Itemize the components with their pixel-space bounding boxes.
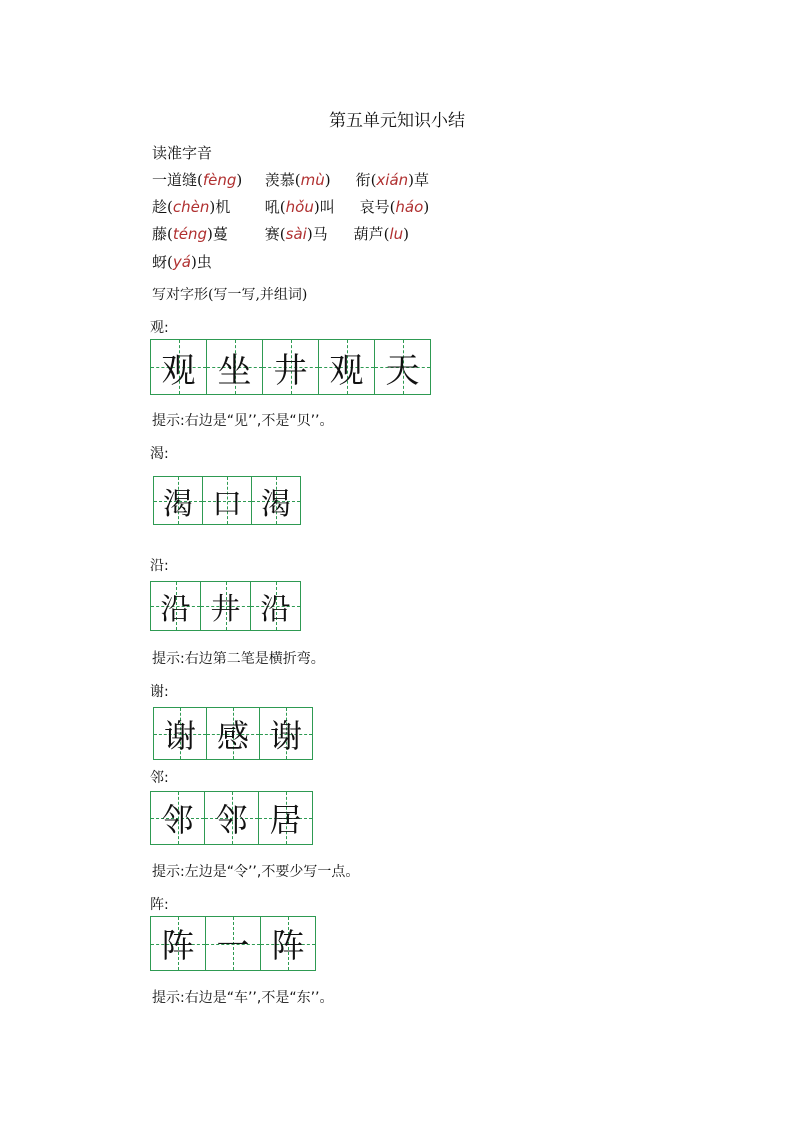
reading-item: 蚜(yá)虫 bbox=[152, 253, 212, 271]
char-grid-row bbox=[150, 339, 431, 395]
group-label: 沿: bbox=[150, 558, 169, 574]
reading-heading: 读准字音 bbox=[152, 144, 213, 162]
reading-row-3 bbox=[152, 223, 409, 244]
char-cell: 邻 bbox=[205, 791, 259, 845]
page-title: 第五单元知识小结 bbox=[329, 111, 465, 131]
char-grid-row bbox=[150, 581, 301, 631]
hint-text: 提示:左边是“令’’,不要少写一点。 bbox=[152, 864, 360, 880]
char-cell: 井 bbox=[263, 339, 319, 395]
reading-row-2 bbox=[152, 196, 429, 217]
char-cell: 口 bbox=[203, 476, 252, 525]
reading-item: 赛(sài)马 bbox=[264, 225, 328, 243]
char-cell: 天 bbox=[375, 339, 431, 395]
char-grid-row bbox=[153, 476, 301, 525]
group-label: 渴: bbox=[150, 446, 169, 462]
reading-item: 羡慕(mù) bbox=[264, 171, 331, 189]
reading-item: 藤(téng)蔓 bbox=[152, 225, 228, 243]
group-label: 邻: bbox=[150, 770, 169, 786]
char-cell: 谢 bbox=[154, 707, 207, 760]
writing-heading: 写对字形(写一写,并组词) bbox=[152, 287, 308, 303]
char-cell: 观 bbox=[319, 339, 375, 395]
char-cell: 感 bbox=[207, 707, 260, 760]
char-cell: 一 bbox=[206, 916, 261, 971]
reading-item: 哀号(háo) bbox=[359, 198, 430, 216]
char-cell: 邻 bbox=[151, 791, 205, 845]
group-label: 观: bbox=[150, 320, 169, 336]
char-cell: 渴 bbox=[252, 476, 301, 525]
reading-item: 趁(chèn)机 bbox=[152, 198, 231, 216]
char-grid-row bbox=[153, 707, 313, 760]
reading-item: 衔(xián)草 bbox=[355, 171, 430, 189]
char-cell: 渴 bbox=[154, 476, 203, 525]
char-grid-row bbox=[150, 916, 316, 971]
char-cell: 沿 bbox=[151, 581, 201, 631]
group-label: 谢: bbox=[150, 684, 169, 700]
char-cell: 井 bbox=[201, 581, 251, 631]
reading-row-4 bbox=[152, 251, 212, 272]
char-cell: 观 bbox=[151, 339, 207, 395]
reading-item: 葫芦(lu) bbox=[353, 225, 409, 243]
reading-item: 吼(hǒu)叫 bbox=[264, 198, 335, 216]
reading-row-1 bbox=[152, 169, 429, 190]
char-cell: 沿 bbox=[251, 581, 301, 631]
char-cell: 居 bbox=[259, 791, 313, 845]
group-label: 阵: bbox=[150, 897, 169, 913]
hint-text: 提示:右边第二笔是横折弯。 bbox=[152, 651, 325, 667]
char-grid-row bbox=[150, 791, 313, 845]
char-cell: 坐 bbox=[207, 339, 263, 395]
reading-item: 一道缝(fèng) bbox=[152, 171, 243, 189]
char-cell: 阵 bbox=[151, 916, 206, 971]
hint-text: 提示:右边是“车’’,不是“东’’。 bbox=[152, 990, 334, 1006]
char-cell: 谢 bbox=[260, 707, 313, 760]
hint-text: 提示:右边是“见’’,不是“贝’’。 bbox=[152, 413, 334, 429]
char-cell: 阵 bbox=[261, 916, 316, 971]
